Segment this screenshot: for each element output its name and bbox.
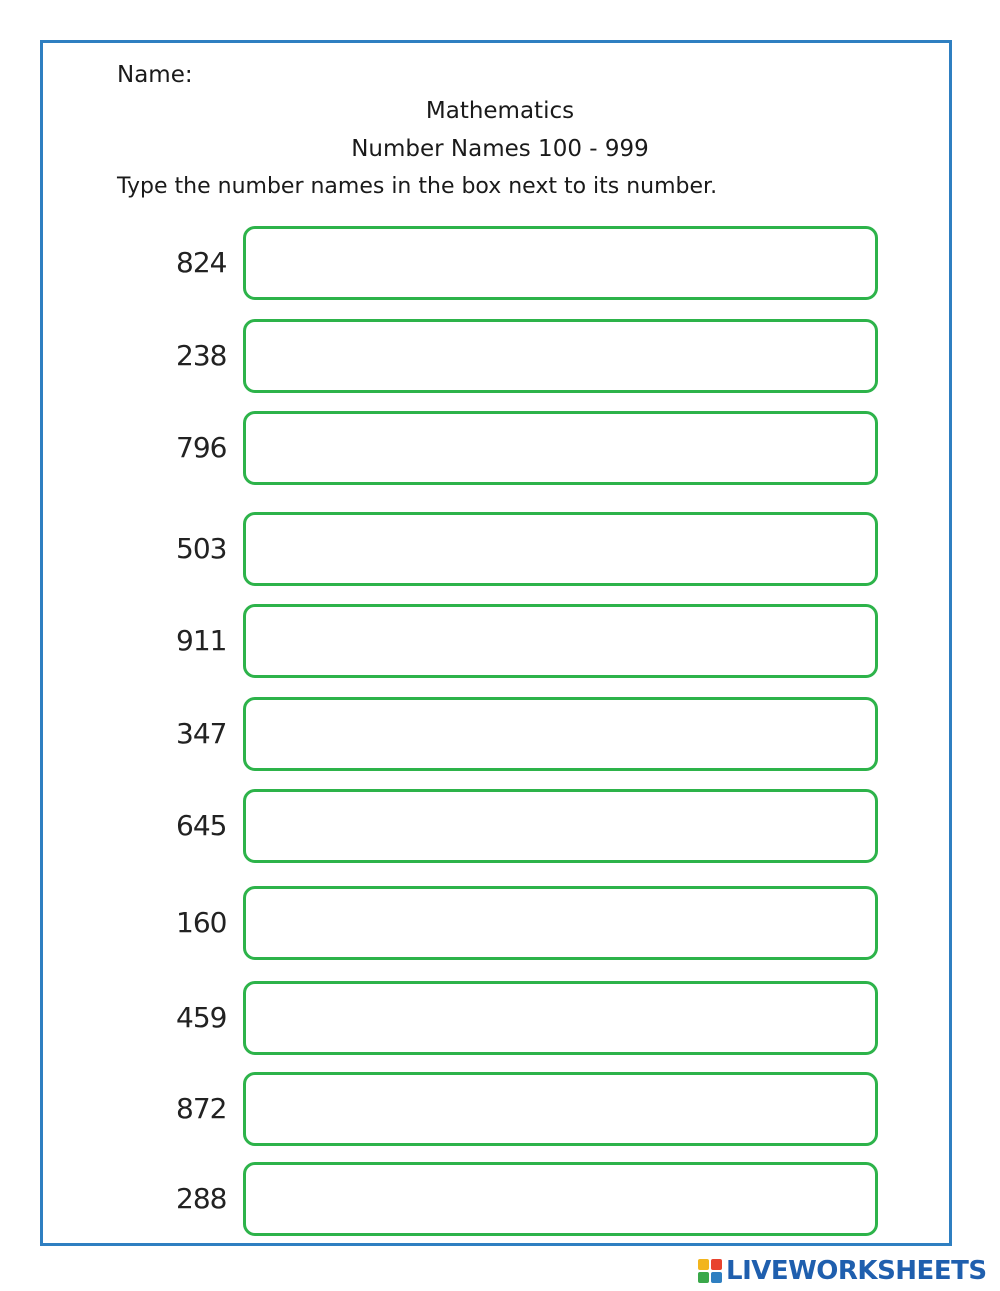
number-label: 160 [176, 906, 227, 939]
answer-row [0, 319, 1000, 393]
logo-mark-icon [698, 1259, 722, 1283]
answer-row [0, 604, 1000, 678]
logo-text: LIVEWORKSHEETS [726, 1256, 987, 1286]
answer-input[interactable] [243, 1162, 878, 1236]
instructions: Type the number names in the box next to its number. [117, 174, 718, 199]
page-subtitle: Number Names 100 - 999 [351, 136, 649, 162]
number-label: 238 [176, 339, 227, 372]
answer-row [0, 1162, 1000, 1236]
liveworksheets-logo [698, 1256, 987, 1286]
answer-input[interactable] [243, 319, 878, 393]
page-title: Mathematics [425, 98, 575, 124]
number-label: 288 [176, 1182, 227, 1215]
answer-input[interactable] [243, 789, 878, 863]
answer-row [0, 789, 1000, 863]
number-label: 503 [176, 532, 227, 565]
answer-input[interactable] [243, 886, 878, 960]
number-label: 796 [176, 431, 227, 464]
number-label: 824 [176, 246, 227, 279]
answer-row [0, 411, 1000, 485]
answer-row [0, 512, 1000, 586]
answer-row [0, 981, 1000, 1055]
answer-row [0, 697, 1000, 771]
answer-input[interactable] [243, 411, 878, 485]
answer-row [0, 226, 1000, 300]
answer-input[interactable] [243, 226, 878, 300]
name-label: Name: [117, 62, 193, 88]
answer-row [0, 1072, 1000, 1146]
answer-input[interactable] [243, 604, 878, 678]
answer-input[interactable] [243, 1072, 878, 1146]
answer-input[interactable] [243, 697, 878, 771]
answer-input[interactable] [243, 981, 878, 1055]
answer-input[interactable] [243, 512, 878, 586]
number-label: 911 [176, 624, 227, 657]
number-label: 347 [176, 717, 227, 750]
number-label: 645 [176, 809, 227, 842]
number-label: 459 [176, 1001, 227, 1034]
answer-row [0, 886, 1000, 960]
number-label: 872 [176, 1092, 227, 1125]
